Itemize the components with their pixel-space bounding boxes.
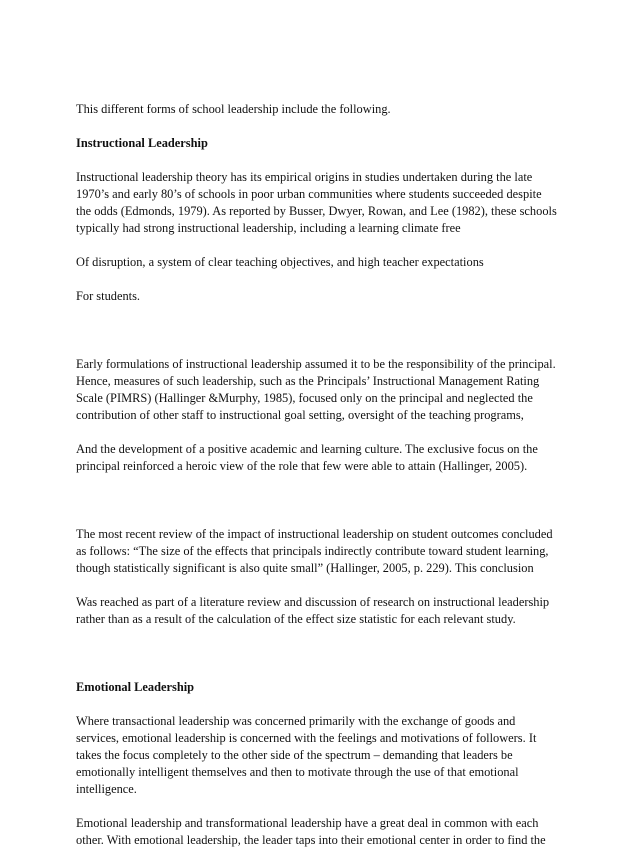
body-paragraph: Was reached as part of a literature review and discussion of research on instructional leadership rather than as a result of the calculation of the effect size statistic for each relevant study.	[76, 595, 550, 626]
body-paragraph: Instructional leadership theory has its empirical origins in studies undertaken during the late 1970’s and early 80’s of schools in poor urban communities where students succeeded despite the odds (Edmonds, 1979). As reported by Busser, Dwyer, Rowan, and Lee (1982), these schools typically had strong instructional leadership, including a learning climate free	[76, 170, 557, 235]
intro-paragraph: This different forms of school leadership include the following.	[76, 102, 391, 116]
body-paragraph: Early formulations of instructional leadership assumed it to be the responsibility of the principal. Hence, measures of such leadership, such as the Principals’ Instructional Management Rating Scale (PIMRS) (Hallinger &Murphy, 1985), focused only on the principal and neglected the contribution of other staff to instructional goal setting, oversight of the teaching programs,	[76, 357, 556, 422]
body-paragraph: Of disruption, a system of clear teaching objectives, and high teacher expectations	[76, 255, 484, 269]
body-paragraph: For students.	[76, 289, 141, 303]
body-paragraph: Where transactional leadership was concerned primarily with the exchange of goods and services, emotional leadership is concerned with the feelings and motivations of followers. It takes the focus completely to the other side of the spectrum – demanding that leaders be emotionally intelligent themselves and then to motivate through the use of that emotional intelligence.	[76, 714, 537, 796]
body-paragraph: And the development of a positive academic and learning culture. The exclusive focus on the principal reinforced a heroic view of the role that few were able to attain (Hallinger, 2005).	[76, 442, 538, 473]
instructional-leadership-heading: Instructional Leadership	[76, 136, 208, 150]
body-paragraph: Emotional leadership and transformational leadership have a great deal in common with each other. With emotional leadership, the leader taps into their emotional center in order to find the	[76, 816, 546, 847]
body-paragraph: The most recent review of the impact of instructional leadership on student outcomes concluded as follows: “The size of the effects that principals indirectly contribute toward student learning, though statistically significant is also quite small” (Hallinger, 2005, p. 229). This conclusion	[76, 527, 553, 575]
document-page	[76, 101, 576, 849]
emotional-leadership-heading: Emotional Leadership	[76, 680, 195, 694]
